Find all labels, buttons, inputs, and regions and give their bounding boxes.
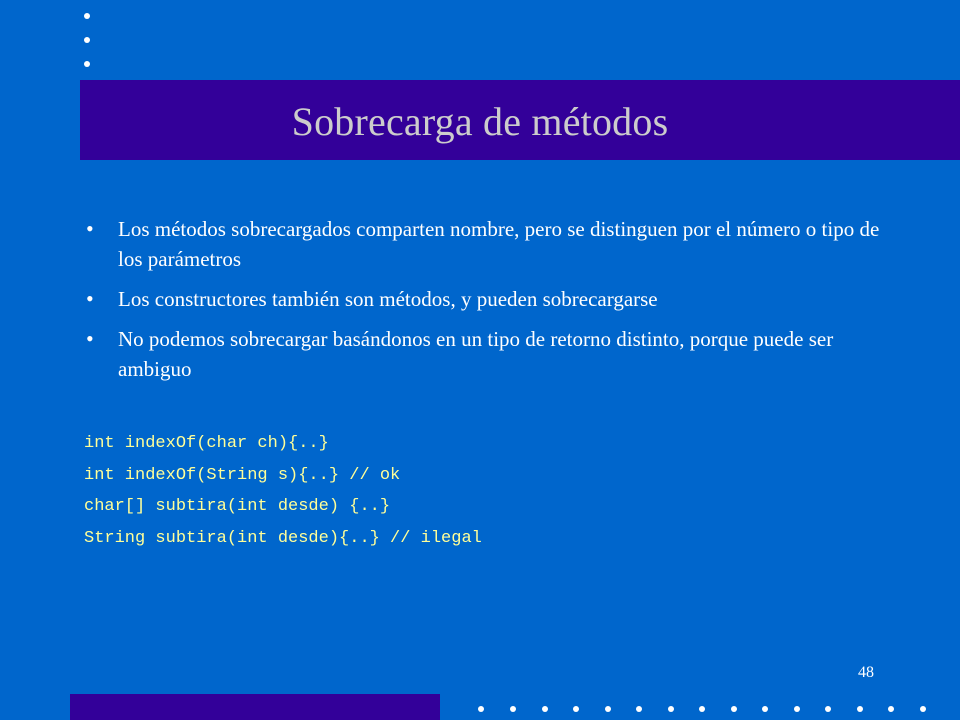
decor-dot bbox=[762, 706, 768, 712]
decor-dot bbox=[542, 706, 548, 712]
decor-dot bbox=[605, 706, 611, 712]
decor-dot bbox=[636, 706, 642, 712]
decor-dot bbox=[510, 706, 516, 712]
bullet-item bbox=[86, 324, 886, 384]
decor-dot bbox=[857, 706, 863, 712]
decor-dot bbox=[888, 706, 894, 712]
decor-dot bbox=[731, 706, 737, 712]
decor-dot bbox=[478, 706, 484, 712]
title-bar bbox=[80, 80, 960, 160]
code-line: int indexOf(String s){..} // ok bbox=[84, 465, 401, 485]
bullet-item bbox=[86, 284, 886, 314]
decor-dot bbox=[84, 37, 90, 43]
bullet-text: Los constructores también son métodos, y pueden sobrecargarse bbox=[118, 287, 658, 311]
bullet-item bbox=[86, 214, 886, 274]
decor-dot bbox=[84, 13, 90, 19]
bullet-marker: • bbox=[86, 286, 94, 311]
decor-dot bbox=[573, 706, 579, 712]
code-line: char[] subtira(int desde) {..} bbox=[84, 497, 391, 516]
decor-dot bbox=[668, 706, 674, 712]
code-line: String subtira(int desde){..} // ilegal bbox=[84, 528, 482, 548]
bullet-list bbox=[86, 214, 886, 394]
bullet-marker: • bbox=[86, 326, 94, 351]
bullet-text: No podemos sobrecargar basándonos en un tipo de retorno distinto, porque puede ser ambiguo bbox=[118, 327, 834, 381]
slide-title: Sobrecarga de métodos bbox=[291, 99, 669, 144]
page-number: 48 bbox=[858, 664, 874, 681]
code-block bbox=[84, 428, 482, 554]
decor-dot bbox=[825, 706, 831, 712]
decor-dot bbox=[699, 706, 705, 712]
decor-dot bbox=[84, 61, 90, 67]
decor-dot bbox=[920, 706, 926, 712]
bullet-marker: • bbox=[86, 216, 94, 241]
bullet-text: Los métodos sobrecargados comparten nombre, pero se distinguen por el número o tipo de los parámetros bbox=[118, 217, 880, 271]
bottom-bar bbox=[70, 694, 440, 720]
code-line: int indexOf(char ch){..} bbox=[84, 434, 329, 453]
decor-dot bbox=[794, 706, 800, 712]
